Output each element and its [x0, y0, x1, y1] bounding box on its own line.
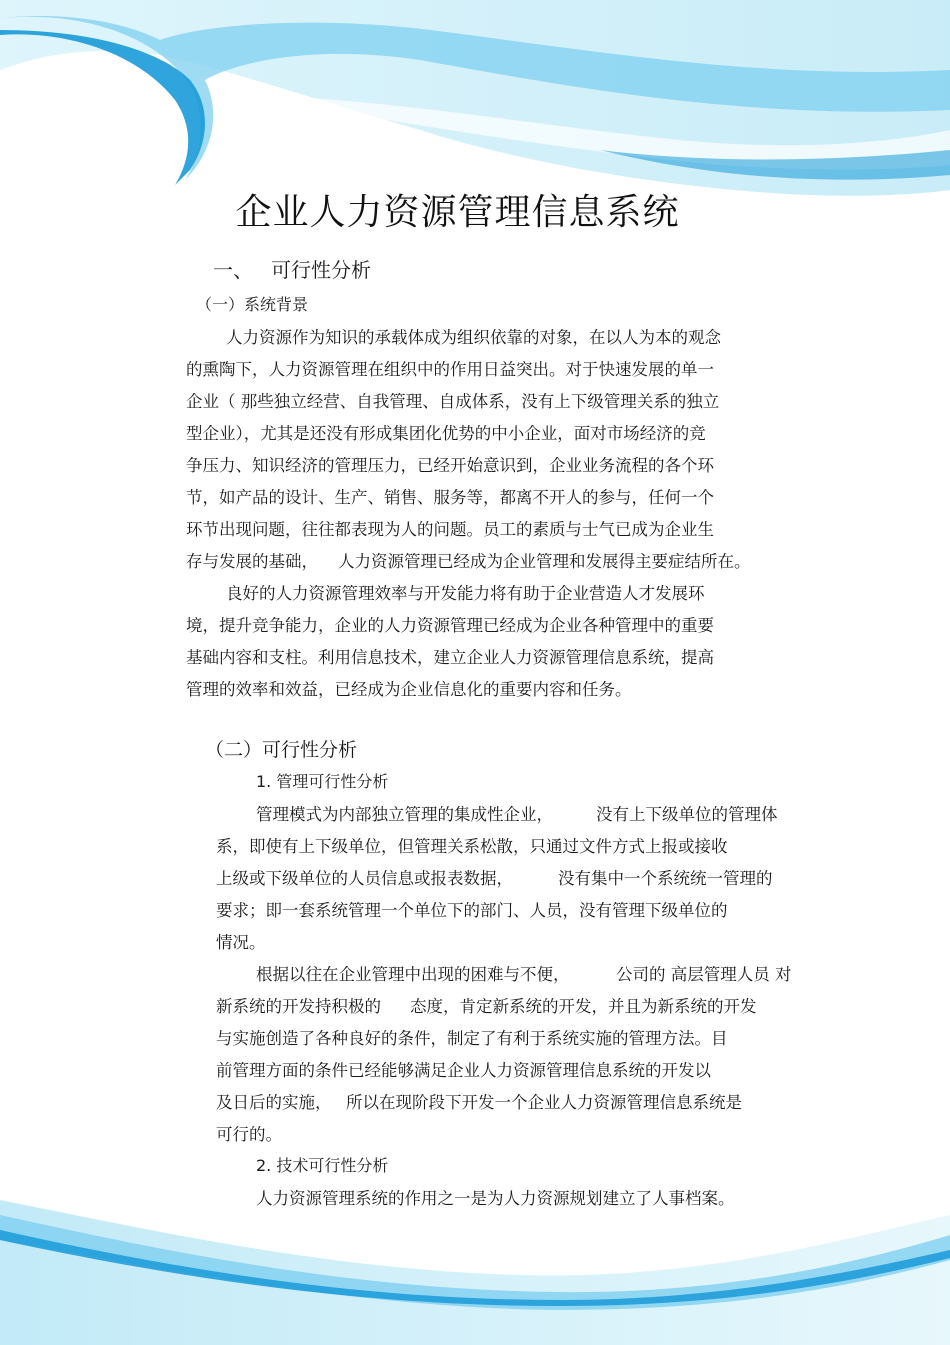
paragraph-line: 的熏陶下，人力资源管理在组织中的作用日益突出。对于快速发展的单一 — [186, 360, 714, 379]
paragraph-line: 管理的效率和效益，已经成为企业信息化的重要内容和任务。 — [186, 680, 632, 699]
paragraph-line: 新系统的开发持积极的 — [216, 997, 381, 1016]
paragraph-line: 管理模式为内部独立管理的集成性企业， — [256, 805, 553, 824]
paragraph-line: 情况。 — [216, 933, 266, 952]
paragraph-line: 人力资源管理已经成为企业管理和发展得主要症结所在。 — [338, 552, 751, 571]
paragraph-line: 没有上下级单位的管理体 — [596, 805, 778, 824]
subsection-heading-feasibility: （二）可行性分析 — [205, 739, 358, 761]
section-heading-1 — [213, 254, 371, 283]
item-heading-technical: 2. 技术可行性分析 — [256, 1156, 389, 1175]
paragraph-line: 没有集中一个系统统一管理的 — [558, 869, 773, 888]
paragraph-line: 人力资源管理系统的作用之一是为人力资源规划建立了人事档案。 — [256, 1189, 735, 1208]
paragraph-line: 上级或下级单位的人员信息或报表数据， — [216, 869, 513, 888]
paragraph-line: 所以在现阶段下开发一个企业人力资源管理信息系统是 — [346, 1093, 742, 1112]
paragraph-line: 基础内容和支柱。利用信息技术，建立企业人力资源管理信息系统，提高 — [186, 648, 714, 667]
paragraph-line: 企业（ 那些独立经营、自我管理、自成体系，没有上下级管理关系的独立 — [186, 392, 720, 411]
paragraph-line: 要求；即一套系统管理一个单位下的部门、人员，没有管理下级单位的 — [216, 901, 728, 920]
paragraph-line: 型企业），尤其是还没有形成集团化优势的中小企业，面对市场经济的竞 — [186, 424, 706, 443]
item-heading-management: 1. 管理可行性分析 — [256, 772, 389, 791]
paragraph-line: 及日后的实施， — [216, 1093, 332, 1112]
paragraph-line: 争压力、知识经济的管理压力，已经开始意识到，企业业务流程的各个环 — [186, 456, 714, 475]
paragraph-line: 环节出现问题，往往都表现为人的问题。员工的素质与士气已成为企业生 — [186, 520, 714, 539]
section-title: 可行性分析 — [271, 258, 371, 282]
paragraph-line: 境，提升竞争能力，企业的人力资源管理已经成为企业各种管理中的重要 — [186, 616, 714, 635]
paragraph-line: 节，如产品的设计、生产、销售、服务等，都离不开人的参与，任何一个 — [186, 488, 714, 507]
page-title: 企业人力资源管理信息系统 — [235, 192, 680, 233]
paragraph-line: 公司的 高层管理人员 对 — [616, 965, 792, 984]
paragraph-line: 根据以往在企业管理中出现的困难与不便， — [256, 965, 570, 984]
paragraph-line: 态度，肯定新系统的开发，并且为新系统的开发 — [410, 997, 757, 1016]
paragraph-line: 良好的人力资源管理效率与开发能力将有助于企业营造人才发展环 — [226, 584, 705, 603]
paragraph-line: 人力资源作为知识的承载体成为组织依靠的对象，在以人为本的观念 — [226, 328, 721, 347]
paragraph-line: 前管理方面的条件已经能够满足企业人力资源管理信息系统的开发以 — [216, 1061, 711, 1080]
paragraph-line: 可行的。 — [216, 1125, 282, 1144]
paragraph-line: 系，即使有上下级单位，但管理关系松散，只通过文件方式上报或接收 — [216, 837, 728, 856]
paragraph-line: 与实施创造了各种良好的条件，制定了有利于系统实施的管理方法。目 — [216, 1029, 728, 1048]
subsection-heading-background: （一）系统背景 — [196, 295, 309, 314]
section-number: 一、 — [213, 258, 253, 282]
paragraph-line: 存与发展的基础， — [186, 552, 318, 571]
